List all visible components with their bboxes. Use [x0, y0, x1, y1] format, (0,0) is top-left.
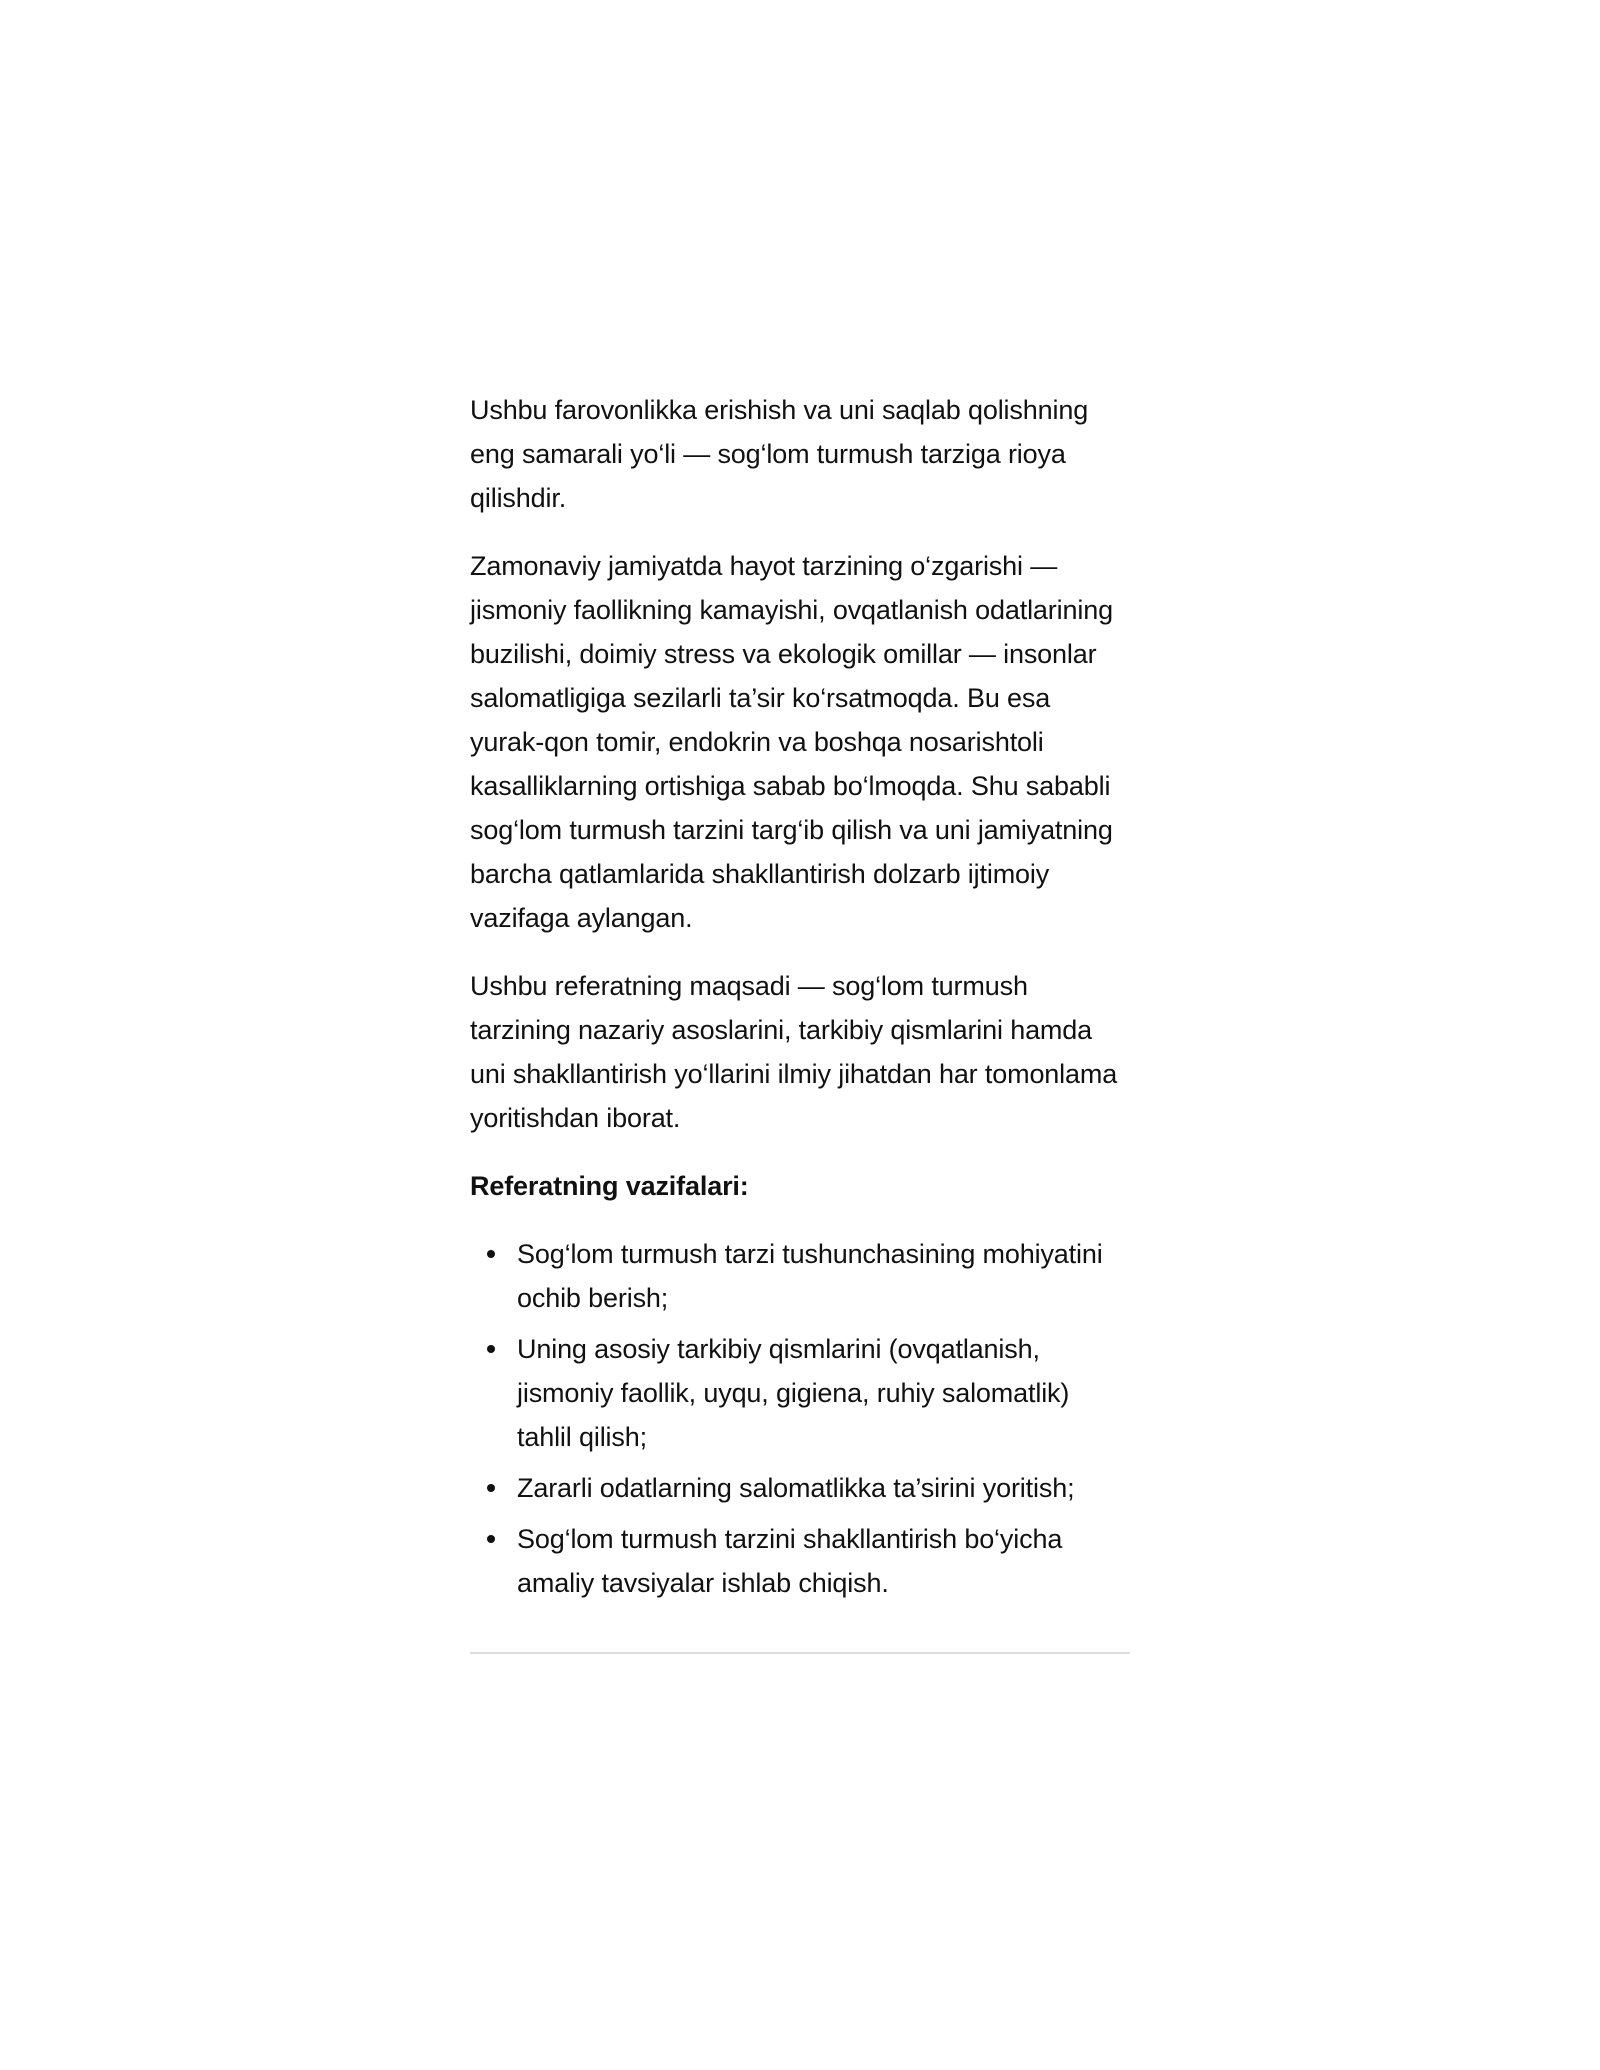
- task-text: Uning asosiy tarkibiy qismlarini (ovqatlanish, jismoniy faollik, uyqu, gigiena, ruhiy salomatlik) tahlil qilish;: [517, 1334, 1070, 1452]
- section-divider: [470, 1652, 1130, 1654]
- task-text: Sog‘lom turmush tarzini shakllantirish bo‘yicha amaliy tavsiyalar ishlab chiqish.: [517, 1524, 1063, 1598]
- task-text: Sog‘lom turmush tarzi tushunchasining mohiyatini ochib berish;: [517, 1239, 1103, 1313]
- task-text: Zararli odatlarning salomatlikka ta’sirini yoritish;: [517, 1473, 1075, 1503]
- bullet-icon: [487, 1250, 495, 1258]
- document-body: [470, 388, 1130, 1654]
- tasks-heading: Referatning vazifalari:: [470, 1171, 749, 1201]
- tasks-list: [470, 1232, 1130, 1605]
- task-item: [517, 1327, 1130, 1459]
- bullet-icon: [487, 1345, 495, 1353]
- bullet-icon: [487, 1535, 495, 1543]
- paragraph-context: Zamonaviy jamiyatda hayot tarzining o‘zgarishi — jismoniy faollikning kamayishi, ovqatlanish odatlarining buzilishi, doimiy stress va ekologik omillar — insonlar salomatligiga sezilarli ta’sir ko‘rsatmoqda. Bu esa yurak-qon tomir, endokrin va boshqa nosarishtoli kasalliklarning ortishiga sabab bo‘lmoqda. Shu sababli sog‘lom turmush tarzini targ‘ib qilish va uni jamiyatning barcha qatlamlarida shakllantirish dolzarb ijtimoiy vazifaga aylangan.: [470, 551, 1113, 933]
- bullet-icon: [487, 1484, 495, 1492]
- paragraph-intro: Ushbu farovonlikka erishish va uni saqlab qolishning eng samarali yo‘li — sog‘lom turmush tarziga rioya qilishdir.: [470, 395, 1089, 513]
- task-item: [517, 1517, 1130, 1605]
- task-item: [517, 1466, 1130, 1510]
- task-item: [517, 1232, 1130, 1320]
- paragraph-purpose: Ushbu referatning maqsadi — sog‘lom turmush tarzining nazariy asoslarini, tarkibiy qismlarini hamda uni shakllantirish yo‘llarini ilmiy jihatdan har tomonlama yoritishdan iborat.: [470, 971, 1118, 1133]
